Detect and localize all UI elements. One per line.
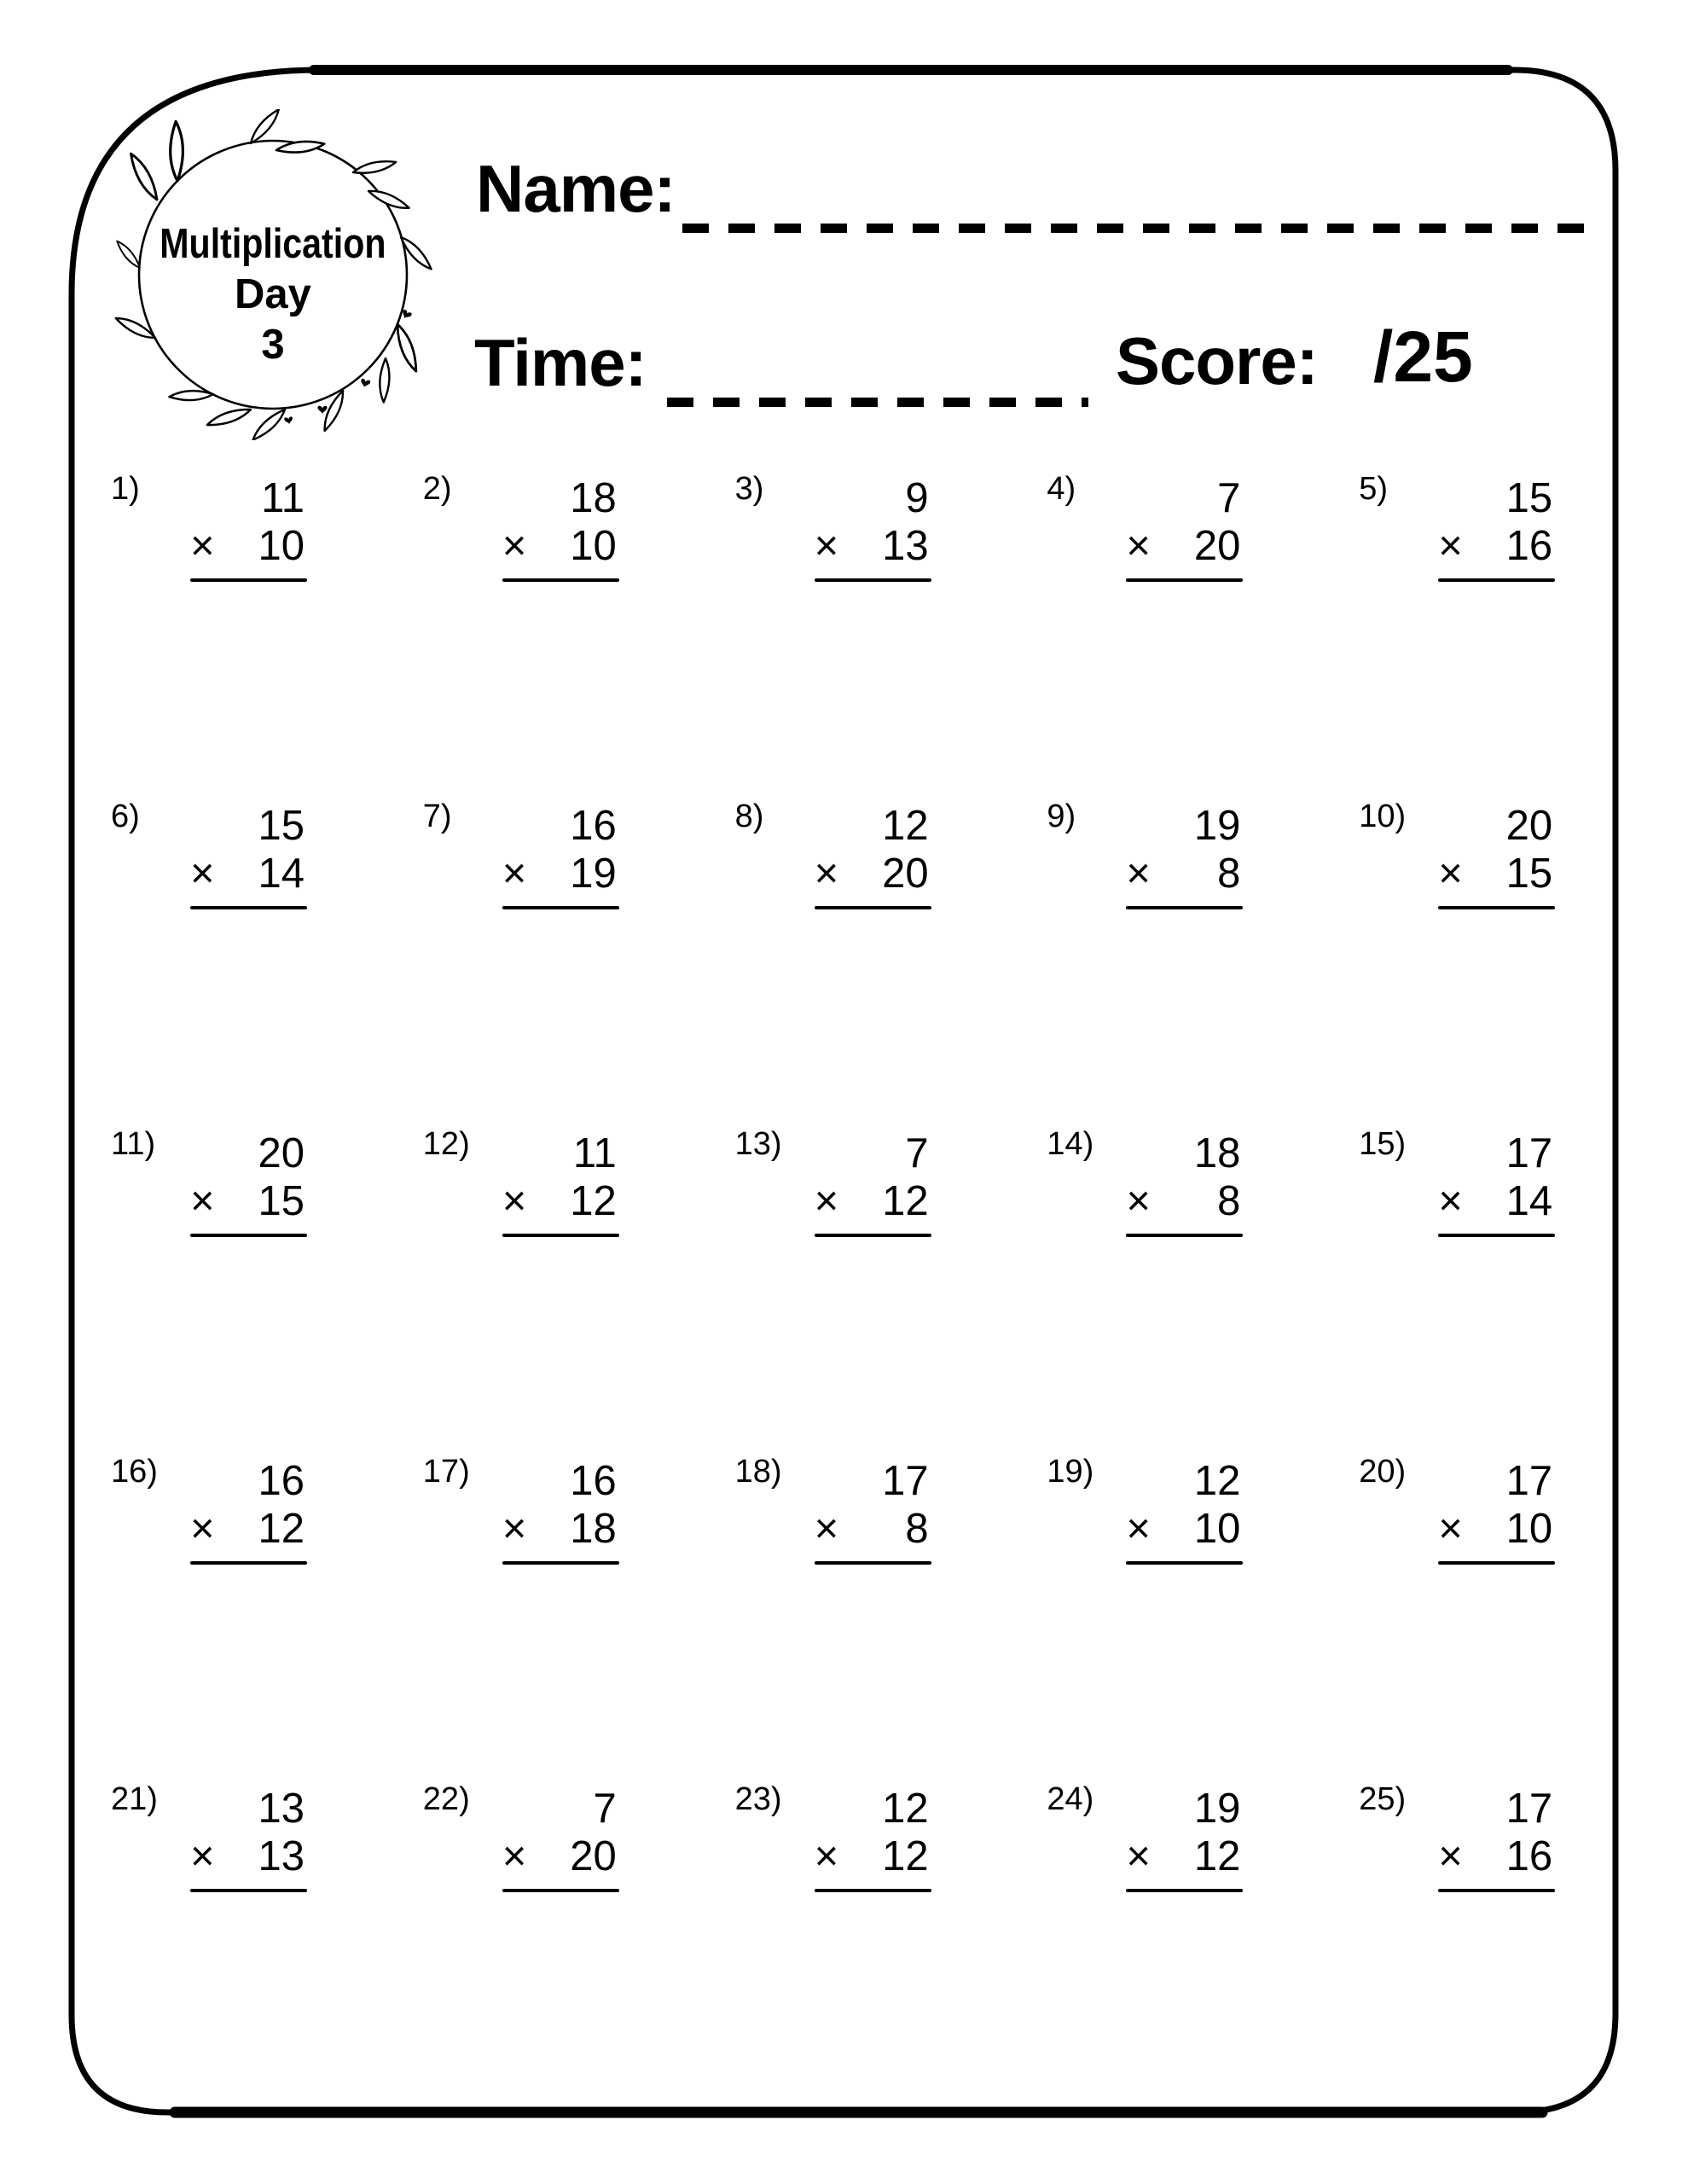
multiply-sign: × — [1126, 523, 1151, 569]
multiplier: 8 — [905, 1506, 929, 1552]
operation-row — [190, 1833, 307, 1880]
answer-line — [502, 1889, 619, 1892]
multiplicand: 12 — [882, 803, 929, 849]
answer-line — [1126, 578, 1243, 582]
problem-cell — [109, 466, 421, 793]
multiply-sign: × — [814, 1833, 839, 1879]
time-label: Time: — [474, 325, 647, 400]
answer-line — [190, 906, 307, 909]
operation-row — [502, 1177, 619, 1225]
problem-block — [190, 1457, 307, 1565]
problem-cell — [734, 1121, 1046, 1449]
problem-number: 5) — [1359, 471, 1388, 507]
time-blank-line — [667, 398, 1088, 407]
multiplier: 13 — [882, 523, 929, 569]
multiplier: 10 — [258, 523, 305, 569]
multiplicand: 20 — [258, 1130, 305, 1176]
name-label: Name: — [476, 151, 676, 226]
operation-row — [190, 850, 307, 897]
answer-line — [190, 1561, 307, 1565]
multiplicand: 16 — [570, 803, 617, 849]
multiplicand: 16 — [570, 1458, 617, 1504]
problem-number: 15) — [1359, 1126, 1407, 1162]
operation-row — [1126, 1505, 1243, 1553]
answer-line — [1438, 1234, 1555, 1237]
operation-row — [1438, 1505, 1555, 1553]
answer-line — [502, 578, 619, 582]
problem-number: 10) — [1359, 799, 1407, 834]
problem-cell — [1045, 466, 1357, 793]
multiplicand: 11 — [572, 1130, 617, 1176]
problem-block — [190, 1785, 307, 1892]
problem-block — [815, 1130, 931, 1237]
answer-line — [815, 1561, 931, 1565]
problem-block — [190, 802, 307, 909]
problem-number: 21) — [111, 1781, 158, 1817]
multiplier: 20 — [1193, 523, 1241, 569]
operation-row — [1438, 1177, 1555, 1225]
multiplier: 20 — [882, 851, 929, 897]
multiplicand: 19 — [1193, 803, 1241, 849]
multiply-sign: × — [1126, 1506, 1151, 1552]
multiplicand: 15 — [1505, 475, 1553, 521]
multiply-sign: × — [190, 1178, 215, 1224]
operation-row — [815, 1505, 931, 1553]
multiplicand: 11 — [261, 475, 305, 521]
problem-cell — [421, 466, 734, 793]
multiplicand: 12 — [882, 1786, 929, 1832]
problem-block — [1438, 474, 1555, 582]
problem-number: 20) — [1359, 1454, 1407, 1490]
multiplier: 16 — [1505, 523, 1553, 569]
answer-line — [815, 1889, 931, 1892]
problem-block — [1126, 1130, 1243, 1237]
multiply-sign: × — [1126, 1178, 1151, 1224]
problem-number: 24) — [1047, 1781, 1094, 1817]
answer-line — [502, 1234, 619, 1237]
multiplicand: 18 — [570, 475, 617, 521]
multiplicand: 7 — [905, 1130, 929, 1176]
multiply-sign: × — [502, 851, 527, 897]
problem-cell — [1357, 1776, 1669, 2104]
multiplicand: 18 — [1193, 1130, 1241, 1176]
problem-number: 18) — [734, 1454, 782, 1490]
multiplicand: 15 — [258, 803, 305, 849]
multiply-sign: × — [502, 1506, 527, 1552]
multiply-sign: × — [1438, 851, 1463, 897]
answer-line — [190, 578, 307, 582]
problem-number: 14) — [1047, 1126, 1094, 1162]
problem-number: 13) — [734, 1126, 782, 1162]
problem-cell — [421, 1776, 734, 2104]
multiplicand: 17 — [1505, 1130, 1553, 1176]
operation-row — [1438, 522, 1555, 570]
score-total: /25 — [1373, 317, 1473, 397]
multiply-sign: × — [190, 851, 215, 897]
multiply-sign: × — [1438, 1833, 1463, 1879]
problem-block — [1438, 1457, 1555, 1565]
problem-cell — [421, 1449, 734, 1776]
problem-number: 1) — [111, 471, 140, 507]
problem-block — [190, 474, 307, 582]
answer-line — [190, 1889, 307, 1892]
operation-row — [1126, 1177, 1243, 1225]
operation-row — [190, 1505, 307, 1553]
multiplier: 12 — [258, 1506, 305, 1552]
multiplicand: 17 — [1505, 1458, 1553, 1504]
operation-row — [815, 850, 931, 897]
multiplier: 12 — [882, 1178, 929, 1224]
multiply-sign: × — [502, 523, 527, 569]
problem-cell — [1357, 1449, 1669, 1776]
problem-block — [1438, 1130, 1555, 1237]
problem-block — [815, 1785, 931, 1892]
problem-block — [1126, 1785, 1243, 1892]
multiplier: 16 — [1505, 1833, 1553, 1879]
operation-row — [502, 1505, 619, 1553]
multiplier: 13 — [258, 1833, 305, 1879]
logo-title-line2: Day — [235, 270, 311, 317]
problem-cell — [109, 1121, 421, 1449]
problem-number: 3) — [734, 471, 764, 507]
problem-cell — [421, 793, 734, 1121]
problem-block — [815, 802, 931, 909]
answer-line — [815, 906, 931, 909]
answer-line — [1438, 906, 1555, 909]
problem-block — [815, 1457, 931, 1565]
multiply-sign: × — [1438, 523, 1463, 569]
answer-line — [1126, 1561, 1243, 1565]
problem-number: 23) — [734, 1781, 782, 1817]
problem-cell — [421, 1121, 734, 1449]
multiplier: 8 — [1217, 851, 1241, 897]
operation-row — [502, 522, 619, 570]
multiplicand: 17 — [1505, 1786, 1553, 1832]
problem-number: 8) — [734, 799, 764, 834]
problem-number: 19) — [1047, 1454, 1094, 1490]
problem-number: 22) — [422, 1781, 470, 1817]
problem-cell — [1357, 793, 1669, 1121]
multiplier: 15 — [258, 1178, 305, 1224]
multiplier: 14 — [1505, 1178, 1553, 1224]
problem-block — [502, 1130, 619, 1237]
problem-block — [815, 474, 931, 582]
problem-cell — [109, 793, 421, 1121]
problem-block — [502, 1457, 619, 1565]
problem-number: 6) — [111, 799, 140, 834]
problem-cell — [734, 1776, 1046, 2104]
problem-block — [1126, 802, 1243, 909]
multiplier: 10 — [570, 523, 617, 569]
problem-cell — [1357, 1121, 1669, 1449]
multiplicand: 9 — [905, 475, 929, 521]
answer-line — [1126, 1234, 1243, 1237]
answer-line — [815, 578, 931, 582]
problem-cell — [1045, 1449, 1357, 1776]
problem-cell — [1357, 466, 1669, 793]
operation-row — [502, 1833, 619, 1880]
operation-row — [1126, 850, 1243, 897]
answer-line — [1126, 1889, 1243, 1892]
operation-row — [815, 1177, 931, 1225]
multiplier: 12 — [882, 1833, 929, 1879]
name-blank-line — [682, 224, 1586, 233]
problem-block — [1438, 1785, 1555, 1892]
problem-cell — [109, 1776, 421, 2104]
multiply-sign: × — [1438, 1178, 1463, 1224]
score-label: Score: — [1116, 323, 1318, 398]
multiplier: 15 — [1505, 851, 1553, 897]
problem-number: 17) — [422, 1454, 470, 1490]
problem-cell — [109, 1449, 421, 1776]
operation-row — [815, 1833, 931, 1880]
multiply-sign: × — [190, 1506, 215, 1552]
operation-row — [815, 522, 931, 570]
multiplicand: 12 — [1193, 1458, 1241, 1504]
problem-number: 9) — [1047, 799, 1076, 834]
multiplicand: 20 — [1505, 803, 1553, 849]
multiplicand: 7 — [593, 1786, 617, 1832]
multiplier: 12 — [1193, 1833, 1241, 1879]
multiplicand: 13 — [258, 1786, 305, 1832]
multiplier: 18 — [570, 1506, 617, 1552]
problem-block — [502, 474, 619, 582]
answer-line — [1126, 906, 1243, 909]
problem-block — [1438, 802, 1555, 909]
problem-number: 7) — [422, 799, 452, 834]
multiply-sign: × — [814, 523, 839, 569]
answer-line — [815, 1234, 931, 1237]
multiplier: 8 — [1217, 1178, 1241, 1224]
problem-block — [190, 1130, 307, 1237]
operation-row — [190, 1177, 307, 1225]
problem-number: 16) — [111, 1454, 158, 1490]
multiply-sign: × — [1438, 1506, 1463, 1552]
answer-line — [1438, 578, 1555, 582]
multiplier: 10 — [1193, 1506, 1241, 1552]
operation-row — [1438, 1833, 1555, 1880]
multiply-sign: × — [190, 523, 215, 569]
multiplier: 12 — [570, 1178, 617, 1224]
operation-row — [190, 522, 307, 570]
multiplier: 14 — [258, 851, 305, 897]
multiply-sign: × — [814, 1178, 839, 1224]
operation-row — [1126, 1833, 1243, 1880]
multiplicand: 7 — [1217, 475, 1241, 521]
problem-cell — [734, 793, 1046, 1121]
problem-number: 25) — [1359, 1781, 1407, 1817]
multiplier: 19 — [570, 851, 617, 897]
multiplier: 10 — [1505, 1506, 1553, 1552]
problem-cell — [734, 466, 1046, 793]
multiply-sign: × — [814, 1506, 839, 1552]
problem-number: 4) — [1047, 471, 1076, 507]
problem-cell — [1045, 1121, 1357, 1449]
multiplicand: 16 — [258, 1458, 305, 1504]
operation-row — [1126, 522, 1243, 570]
problems-grid — [109, 466, 1669, 2104]
problem-number: 2) — [422, 471, 452, 507]
logo-title-line1: Multiplication — [160, 220, 386, 267]
problem-cell — [734, 1449, 1046, 1776]
answer-line — [502, 1561, 619, 1565]
logo-title-line3: 3 — [261, 321, 285, 368]
answer-line — [1438, 1561, 1555, 1565]
problem-cell — [1045, 1776, 1357, 2104]
problem-block — [502, 802, 619, 909]
multiplier: 20 — [570, 1833, 617, 1879]
multiply-sign: × — [190, 1833, 215, 1879]
multiplicand: 17 — [882, 1458, 929, 1504]
multiply-sign: × — [814, 851, 839, 897]
multiply-sign: × — [502, 1833, 527, 1879]
multiply-sign: × — [502, 1178, 527, 1224]
problem-cell — [1045, 793, 1357, 1121]
problem-block — [502, 1785, 619, 1892]
problem-number: 12) — [422, 1126, 470, 1162]
operation-row — [1438, 850, 1555, 897]
logo-title — [107, 109, 438, 440]
answer-line — [502, 906, 619, 909]
multiply-sign: × — [1126, 1833, 1151, 1879]
answer-line — [190, 1234, 307, 1237]
problem-number: 11) — [111, 1126, 156, 1162]
problem-block — [1126, 1457, 1243, 1565]
problem-block — [1126, 474, 1243, 582]
multiplicand: 19 — [1193, 1786, 1241, 1832]
answer-line — [1438, 1889, 1555, 1892]
operation-row — [502, 850, 619, 897]
multiply-sign: × — [1126, 851, 1151, 897]
